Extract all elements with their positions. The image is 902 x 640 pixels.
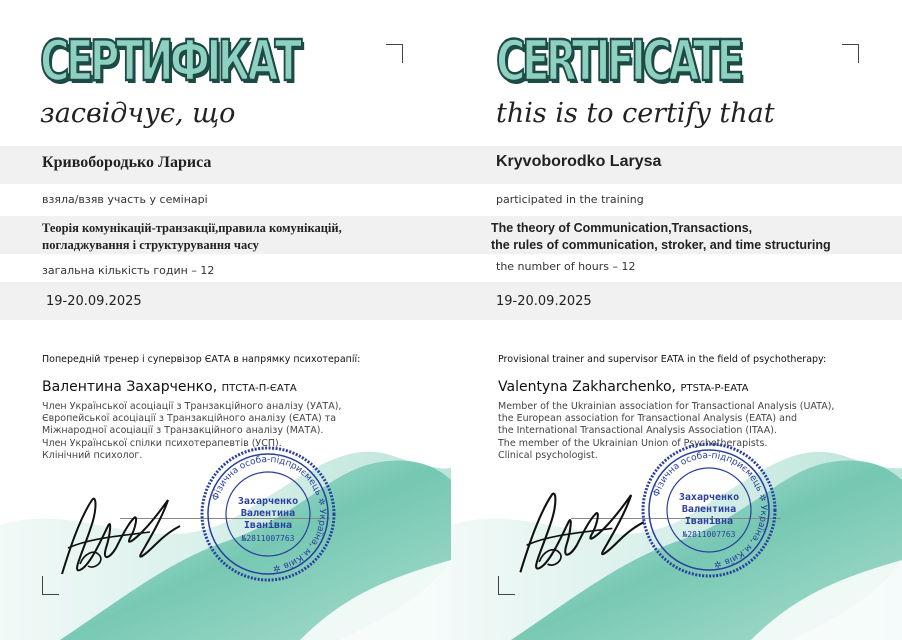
trainer-bio-line: Член Української спілки психотерапевтів (УСП). [42, 437, 282, 449]
trainer-bio-line: Clinical psychologist. [498, 449, 598, 461]
certificate-title: CERTIFICATE [496, 29, 741, 94]
seminar-date: 19-20.09.2025 [46, 294, 142, 309]
trainer-credential: PTSTA-P-EATA [680, 383, 749, 394]
svg-text:Захарченко: Захарченко [237, 496, 299, 507]
stamp-seal [639, 440, 779, 580]
trainer-credential: ПТСТА-П-ЄАТА [221, 383, 297, 394]
trainer-name-text: Валентина Захарченко, [42, 379, 218, 395]
trainer-bio-line: Member of the Ukrainian association for Transactional Analysis (UATA), [498, 401, 835, 412]
svg-text:№2811007763: №2811007763 [682, 530, 736, 539]
svg-text:Валентина: Валентина [240, 508, 296, 519]
trainer-name [42, 379, 297, 395]
trainer-heading: Попередній тренер і супервізор ЄАТА в напрямку психотерапії: [42, 354, 361, 365]
participated-label: participated in the training [496, 193, 644, 206]
svg-text:Захарченко: Захарченко [678, 492, 740, 503]
participant-name: Kryvoborodko Larysa [496, 153, 662, 170]
trainer-bio-line: Європейської асоціації з Транзакційного аналізу (ЄАТА) та [42, 413, 337, 425]
trainer-heading: Provisional trainer and supervisor EATA in the field of psychotherapy: [498, 354, 827, 365]
seminar-topic-line-2: погладжування і структурування часу [42, 238, 259, 252]
trainer-bio-line: the International Transactional Analysis Association (ITAA). [498, 425, 777, 437]
svg-text:Фізична особа-підприємець ✲ Ук: Фізична особа-підприємець ✲ Україна, м.Київ ✲ [210, 454, 328, 573]
participant-name: Кривобородько Лариса [42, 154, 212, 171]
trainer-bio-line: Клінічний психолог. [42, 449, 143, 461]
certificate-subtitle: this is to certify that [496, 98, 775, 129]
trainer-bio-line: Міжнародної асоціації з Транзакційного аналізу (МАТА). [42, 425, 324, 437]
stamp-seal [198, 444, 338, 584]
svg-text:Іванівна: Іванівна [684, 516, 734, 527]
trainer-bio-line: The member of the Ukrainian Union of Psychotherapists. [498, 437, 768, 449]
svg-text:№2811007763: №2811007763 [241, 534, 295, 543]
seminar-topic [42, 220, 342, 254]
certificate-english [451, 0, 902, 640]
certificate-title: СЕРТИФІКАТ [40, 29, 299, 94]
svg-text:Іванівна: Іванівна [243, 520, 293, 531]
hours-label: загальна кількість годин – 12 [42, 264, 215, 277]
certificate-subtitle: засвідчує, що [40, 98, 236, 129]
trainer-name-text: Valentyna Zakharchenko, [498, 379, 676, 395]
trainer-bio-line: Член Української асоціації з Транзакційного аналізу (УАТА), [42, 401, 342, 412]
signature-image [50, 478, 190, 588]
hours-label: the number of hours – 12 [496, 260, 636, 273]
seminar-topic-line-1: Теорія комунікацій-транзакції,правила комунікацій, [42, 221, 342, 235]
seminar-topic [491, 220, 831, 254]
participated-label: взяла/взяв участь у семінарі [42, 193, 208, 206]
svg-text:Фізична особа-підприємець ✲ Ук: Фізична особа-підприємець ✲ Україна, м.Київ ✲ [651, 450, 769, 569]
seminar-topic-line-1: The theory of Communication,Transactions, [491, 221, 753, 235]
trainer-bio-line: the European association for Transactional Analysis (EATA) and [498, 413, 798, 425]
corner-mark-top-right [842, 44, 859, 63]
trainer-name [498, 379, 748, 395]
seminar-topic-line-2: the rules of communication, stroker, and time structuring [491, 238, 831, 252]
signature-image [506, 472, 656, 587]
svg-text:Валентина: Валентина [681, 504, 737, 515]
seminar-date: 19-20.09.2025 [496, 294, 592, 309]
corner-mark-top-right [386, 44, 403, 63]
